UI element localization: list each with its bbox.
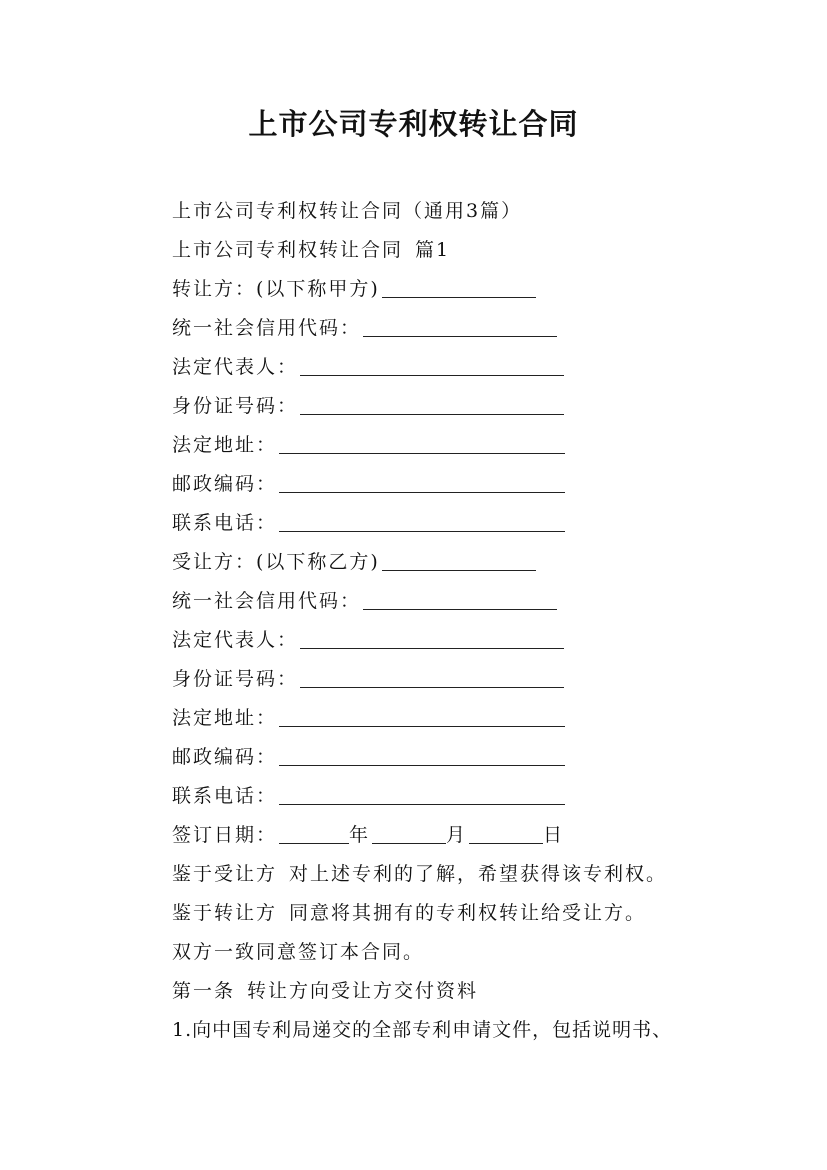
article-number: 第一条 — [172, 980, 236, 1002]
field-blank[interactable] — [363, 309, 557, 337]
document-body — [172, 192, 732, 1050]
recital-text: 同意将其拥有的专利权转让给受让方。 — [289, 902, 647, 924]
document-title: 上市公司专利权转让合同 — [248, 107, 579, 141]
sign-date-label: 签订日期： — [172, 824, 278, 846]
month-blank[interactable] — [372, 816, 446, 844]
field-label: 联系电话： — [172, 785, 278, 807]
transferor-blank[interactable] — [382, 270, 536, 298]
day-label: 日 — [543, 824, 565, 846]
transferor-field-postcode — [172, 465, 732, 504]
transferee-blank[interactable] — [382, 543, 536, 571]
transferor-field-address — [172, 426, 732, 465]
field-label: 法定地址： — [172, 434, 278, 456]
part-number: 篇1 — [415, 239, 451, 261]
recital-text: 鉴于受让方 — [172, 863, 278, 885]
field-label: 邮政编码： — [172, 473, 278, 495]
agreement-text: 双方一致同意签订本合同。 — [172, 941, 425, 963]
field-blank[interactable] — [300, 621, 564, 649]
article-1-heading — [172, 972, 732, 1011]
transferee-field-id-number — [172, 660, 732, 699]
heading-line — [172, 192, 732, 231]
field-label: 联系电话： — [172, 512, 278, 534]
day-blank[interactable] — [469, 816, 543, 844]
field-blank[interactable] — [300, 387, 564, 415]
field-label: 身份证号码： — [172, 668, 299, 690]
agreement-line — [172, 933, 732, 972]
field-label: 统一社会信用代码： — [172, 590, 362, 612]
transferor-line — [172, 270, 732, 309]
field-label: 法定地址： — [172, 707, 278, 729]
recital-text: 鉴于转让方 — [172, 902, 278, 924]
field-label: 统一社会信用代码： — [172, 317, 362, 339]
year-blank[interactable] — [279, 816, 349, 844]
field-blank[interactable] — [363, 582, 557, 610]
transferee-field-postcode — [172, 738, 732, 777]
field-blank[interactable] — [300, 660, 564, 688]
transferee-field-address — [172, 699, 732, 738]
transferee-field-phone — [172, 777, 732, 816]
transferee-line — [172, 543, 732, 582]
recital-2 — [172, 894, 732, 933]
part-line — [172, 231, 732, 270]
month-label: 月 — [446, 824, 468, 846]
transferor-field-phone — [172, 504, 732, 543]
heading-text: 上市公司专利权转让合同（通用3篇） — [172, 200, 523, 222]
year-label: 年 — [349, 824, 371, 846]
clause-1 — [172, 1011, 732, 1050]
field-blank[interactable] — [279, 426, 565, 454]
article-title: 转让方向受让方交付资料 — [247, 980, 479, 1002]
transferee-field-credit-code — [172, 582, 732, 621]
field-label: 邮政编码： — [172, 746, 278, 768]
transferee-label: 受让方：(以下称乙方) — [172, 551, 380, 573]
transferor-field-credit-code — [172, 309, 732, 348]
transferor-field-legal-rep — [172, 348, 732, 387]
part-label: 上市公司专利权转让合同 — [172, 239, 404, 261]
field-blank[interactable] — [300, 348, 564, 376]
transferee-field-legal-rep — [172, 621, 732, 660]
recital-1 — [172, 855, 732, 894]
recital-text: 对上述专利的了解，希望获得该专利权。 — [289, 863, 668, 885]
transferor-field-id-number — [172, 387, 732, 426]
field-blank[interactable] — [279, 777, 565, 805]
clause-text: 1.向中国专利局递交的全部专利申请文件，包括说明书、 — [172, 1019, 673, 1041]
field-label: 身份证号码： — [172, 395, 299, 417]
transferor-label: 转让方：(以下称甲方) — [172, 278, 380, 300]
field-blank[interactable] — [279, 465, 565, 493]
sign-date-line — [172, 816, 732, 855]
field-label: 法定代表人： — [172, 356, 299, 378]
field-blank[interactable] — [279, 504, 565, 532]
field-blank[interactable] — [279, 738, 565, 766]
field-label: 法定代表人： — [172, 629, 299, 651]
field-blank[interactable] — [279, 699, 565, 727]
